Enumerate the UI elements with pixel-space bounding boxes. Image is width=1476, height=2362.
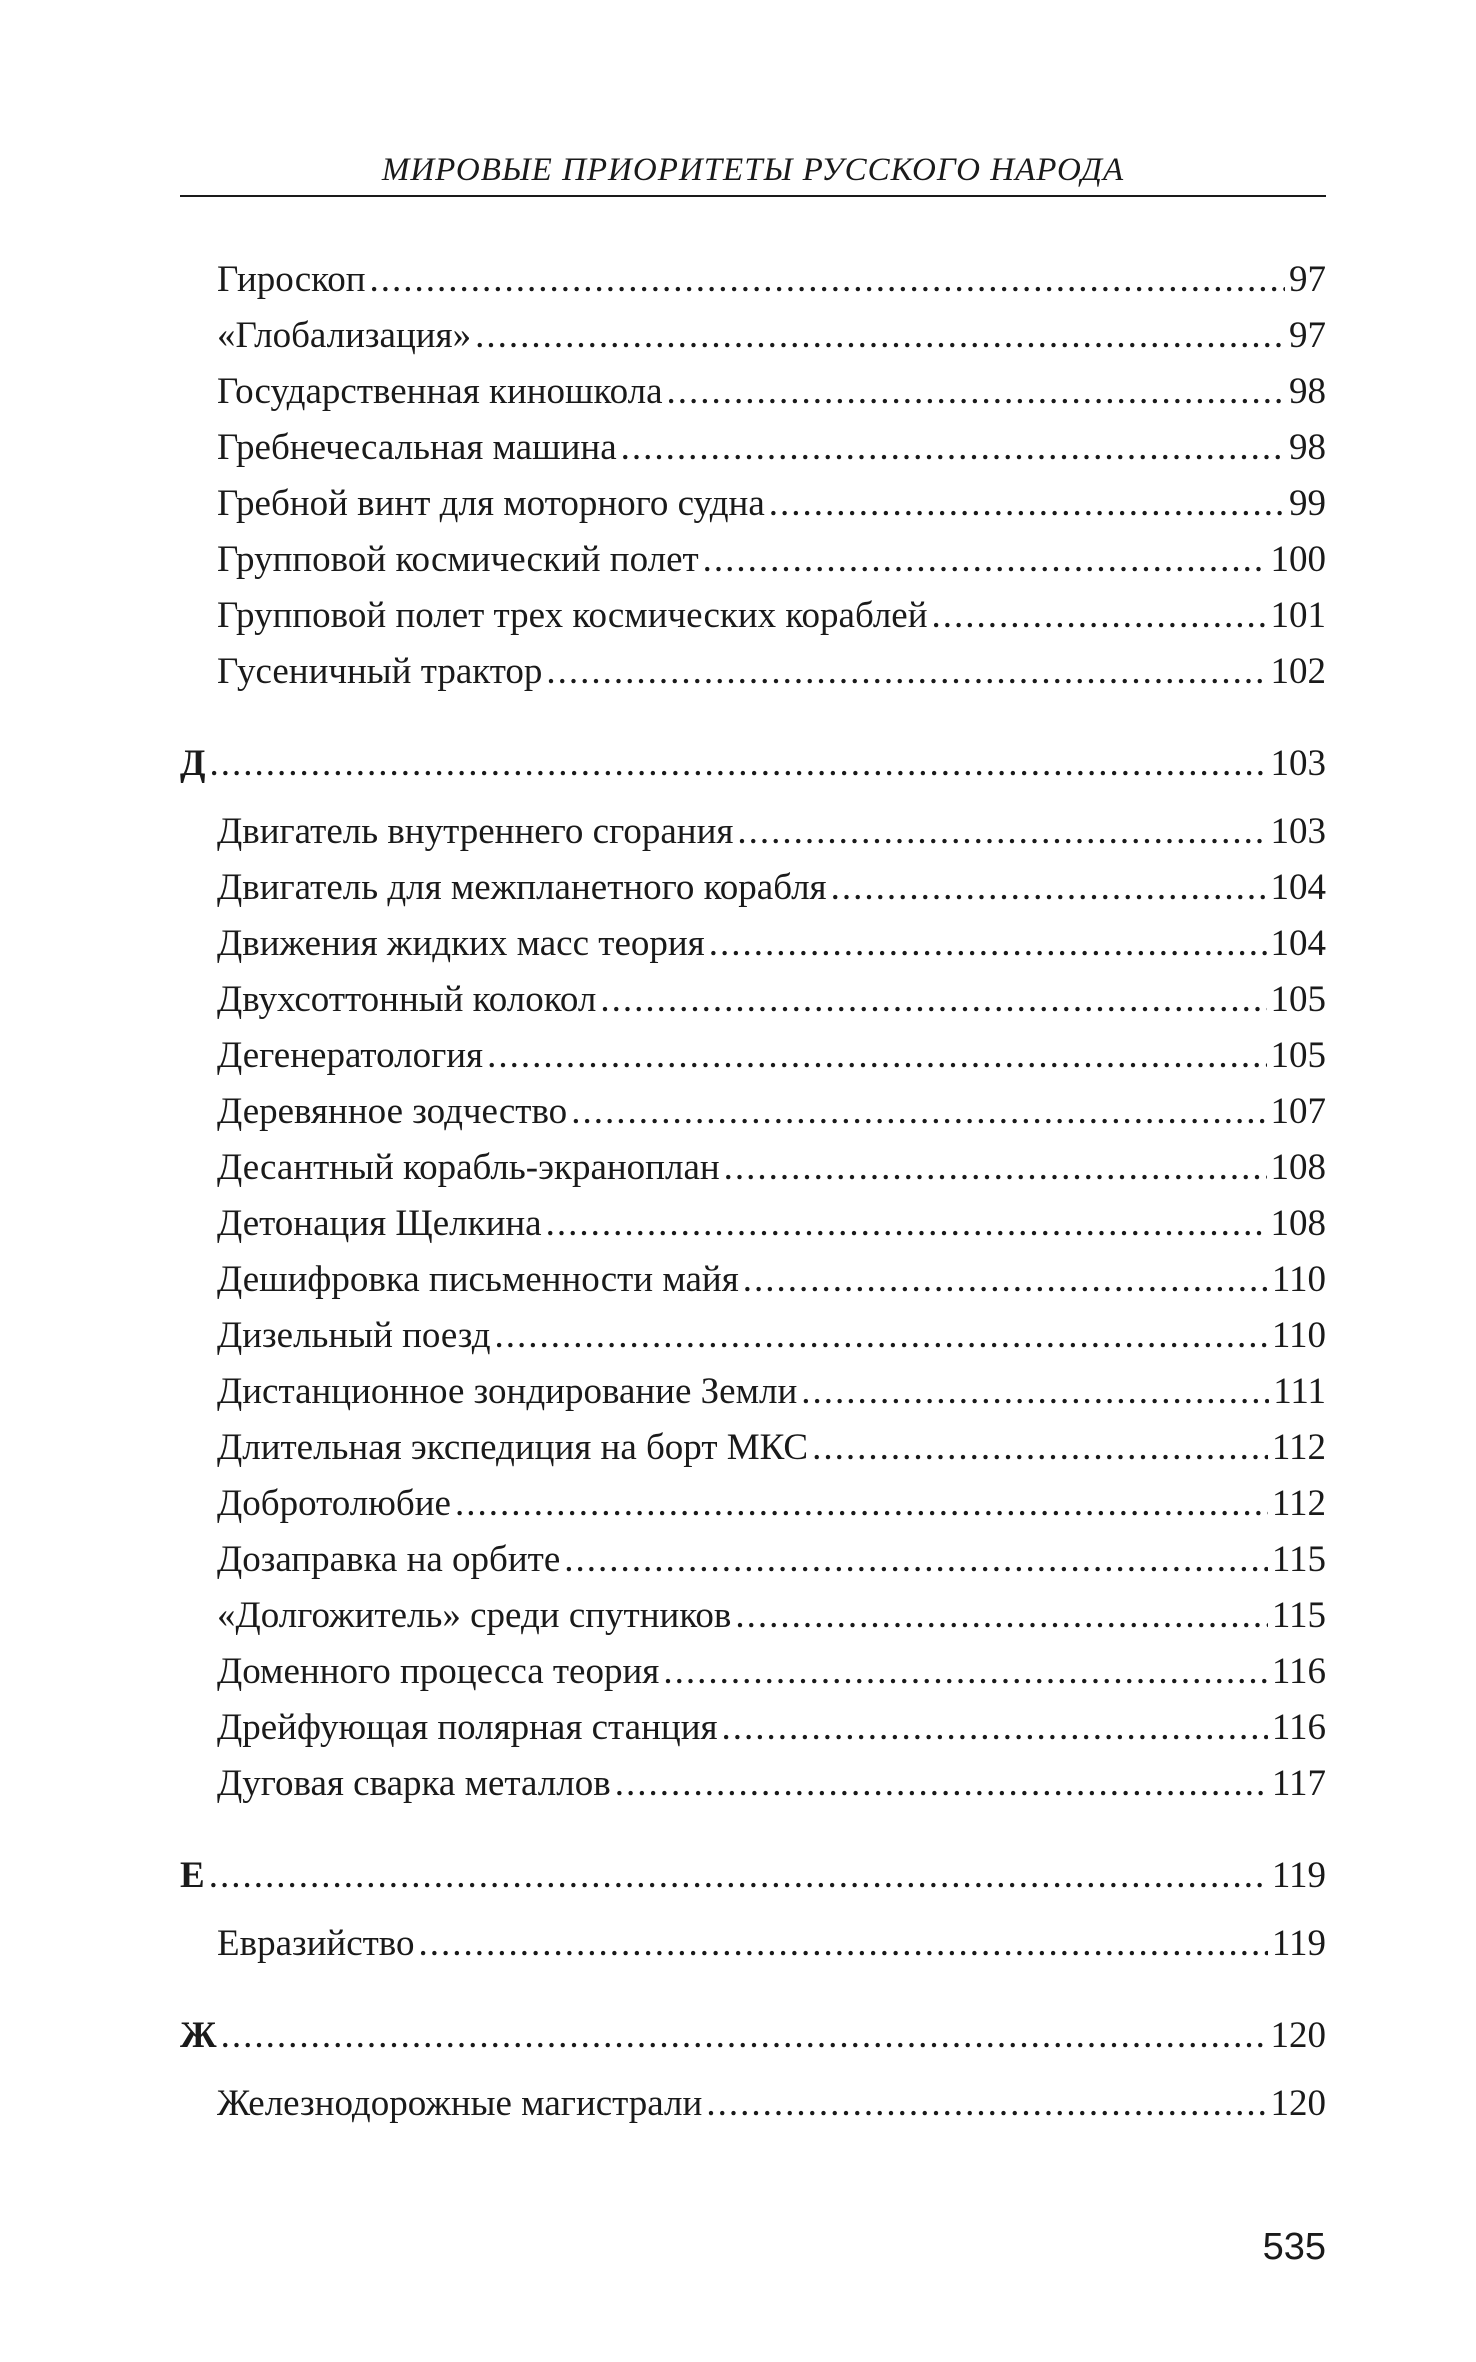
toc-entry-page: 115 [1271,1595,1326,1636]
toc-entry-page: 107 [1270,1091,1326,1132]
toc-entry-label: Гребнечесальная машина [217,427,617,468]
dot-leader [722,1706,1268,1750]
toc-entry [217,650,1326,694]
toc-section-label: Е [180,1855,205,1896]
toc-entry-label: Гироскоп [217,259,366,300]
running-header: МИРОВЫЕ ПРИОРИТЕТЫ РУССКОГО НАРОДА [381,152,1125,188]
toc-entry [217,1426,1326,1470]
toc-entry [217,538,1326,582]
dot-leader [663,1650,1268,1694]
toc-entry-label: Дуговая сварка металлов [217,1763,611,1804]
toc-entry-label: Детонация Щелкина [217,1203,542,1244]
toc-entry [217,1090,1326,1134]
dot-leader [419,1922,1268,1966]
toc-entry-page: 100 [1270,539,1326,580]
dot-leader [703,538,1267,582]
toc-entry-label: Добротолюбие [217,1483,451,1524]
toc-entry-page: 98 [1289,371,1326,412]
dot-leader [209,1854,1268,1898]
dot-leader [546,650,1266,694]
toc-entry [217,1146,1326,1190]
toc-entry [217,1370,1326,1414]
toc-entry-page: 115 [1271,1539,1326,1580]
toc-entry-page: 98 [1289,427,1326,468]
dot-leader [801,1370,1269,1414]
dot-leader [487,1034,1266,1078]
toc-entry-label: Дозаправка на орбите [217,1539,561,1580]
dot-leader [475,314,1285,358]
toc-entry [217,922,1326,966]
toc-entry-label: Государственная киношкола [217,371,663,412]
toc-entry [217,1202,1326,1246]
toc-entry-label: «Долгожитель» среди спутников [217,1595,732,1636]
toc-section-letter [180,2014,1326,2058]
toc-entry [217,258,1326,302]
dot-leader [706,2082,1266,2126]
toc-entry [217,1258,1326,1302]
toc-entry-label: Двухсоттонный колокол [217,979,597,1020]
toc-entry-page: 112 [1271,1483,1326,1524]
dot-leader [812,1426,1268,1470]
dot-leader [724,1146,1267,1190]
toc-section-label: Ж [180,2015,217,2056]
toc-entry-label: Двигатель для межпланетного корабля [217,867,827,908]
dot-leader [743,1258,1268,1302]
toc-section-page: 103 [1270,743,1326,784]
toc-entry [217,370,1326,414]
toc-section-label: Д [180,743,206,784]
toc-entry-label: Групповой космический полет [217,539,699,580]
toc-entry-label: Железнодорожные магистрали [217,2083,703,2124]
toc-entry [217,2082,1326,2126]
toc-entry-page: 108 [1270,1147,1326,1188]
toc-entry-page: 105 [1270,1035,1326,1076]
toc-entry [217,1594,1326,1638]
toc-entry-page: 103 [1270,811,1326,852]
toc-entry-label: Дистанционное зондирование Земли [217,1371,798,1412]
toc-entry [217,1650,1326,1694]
toc-entry [217,426,1326,470]
toc-entry-page: 112 [1271,1427,1326,1468]
header-rule [180,195,1326,197]
dot-leader [932,594,1267,638]
toc-entry-page: 116 [1271,1651,1326,1692]
toc-entry-page: 102 [1270,651,1326,692]
toc-entry [217,1538,1326,1582]
toc-entry [217,594,1326,638]
toc-entry-label: «Глобализация» [217,315,472,356]
toc-entry-label: Гусеничный трактор [217,651,543,692]
toc-entry-page: 120 [1270,2083,1326,2124]
dot-leader [495,1314,1268,1358]
dot-leader [621,426,1285,470]
dot-leader [737,810,1266,854]
toc-entry-page: 99 [1289,483,1326,524]
dot-leader [831,866,1267,910]
toc-entry-page: 119 [1271,1923,1326,1964]
dot-leader [221,2014,1267,2058]
toc-entry-page: 117 [1271,1763,1326,1804]
toc-entry-label: Доменного процесса теория [217,1651,660,1692]
dot-leader [615,1762,1268,1806]
dot-leader [546,1202,1267,1246]
toc-entry-label: Движения жидких масс теория [217,923,705,964]
toc-entry-page: 104 [1270,867,1326,908]
dot-leader [571,1090,1266,1134]
toc-entry-label: Двигатель внутреннего сгорания [217,811,734,852]
toc-entry-label: Евразийство [217,1923,415,1964]
toc-entry-page: 111 [1273,1371,1326,1412]
dot-leader [709,922,1267,966]
dot-leader [209,742,1266,786]
toc-entry-label: Длительная экспедиция на борт МКС [217,1427,809,1468]
toc-section-page: 119 [1271,1855,1326,1896]
toc-entry [217,1706,1326,1750]
toc-entry [217,810,1326,854]
toc-section-letter [180,742,1326,786]
toc-entry-page: 116 [1271,1707,1326,1748]
dot-leader [455,1482,1268,1526]
toc-entry [217,314,1326,358]
toc-entry [217,1314,1326,1358]
toc-entry [217,1922,1326,1966]
dot-leader [735,1594,1267,1638]
toc-entry-label: Дизельный поезд [217,1315,491,1356]
toc-entry-label: Дегенератология [217,1035,484,1076]
toc-entry-page: 97 [1289,259,1326,300]
toc-entry [217,1762,1326,1806]
toc-entry-page: 110 [1271,1259,1326,1300]
toc-entry-page: 104 [1270,923,1326,964]
dot-leader [769,482,1285,526]
toc-entry-label: Дешифровка письменности майя [217,1259,739,1300]
toc-entry [217,482,1326,526]
dot-leader [564,1538,1268,1582]
page-number: 535 [1262,2226,1326,2268]
toc-entry-page: 108 [1270,1203,1326,1244]
toc-entry-label: Десантный корабль-экраноплан [217,1147,720,1188]
dot-leader [370,258,1285,302]
toc-entry-label: Дрейфующая полярная станция [217,1707,718,1748]
toc-entry [217,978,1326,1022]
toc-entry-label: Деревянное зодчество [217,1091,568,1132]
dot-leader [667,370,1285,414]
toc-entry [217,1482,1326,1526]
toc-section-page: 120 [1270,2015,1326,2056]
dot-leader [600,978,1266,1022]
toc-section-letter [180,1854,1326,1898]
toc-entry [217,866,1326,910]
toc-entry-page: 110 [1271,1315,1326,1356]
toc-entry-page: 101 [1270,595,1326,636]
toc-entry [217,1034,1326,1078]
toc-entry-page: 97 [1289,315,1326,356]
toc-entry-label: Гребной винт для моторного судна [217,483,765,524]
toc-entry-label: Групповой полет трех космических кораблей [217,595,928,636]
toc-entry-page: 105 [1270,979,1326,1020]
